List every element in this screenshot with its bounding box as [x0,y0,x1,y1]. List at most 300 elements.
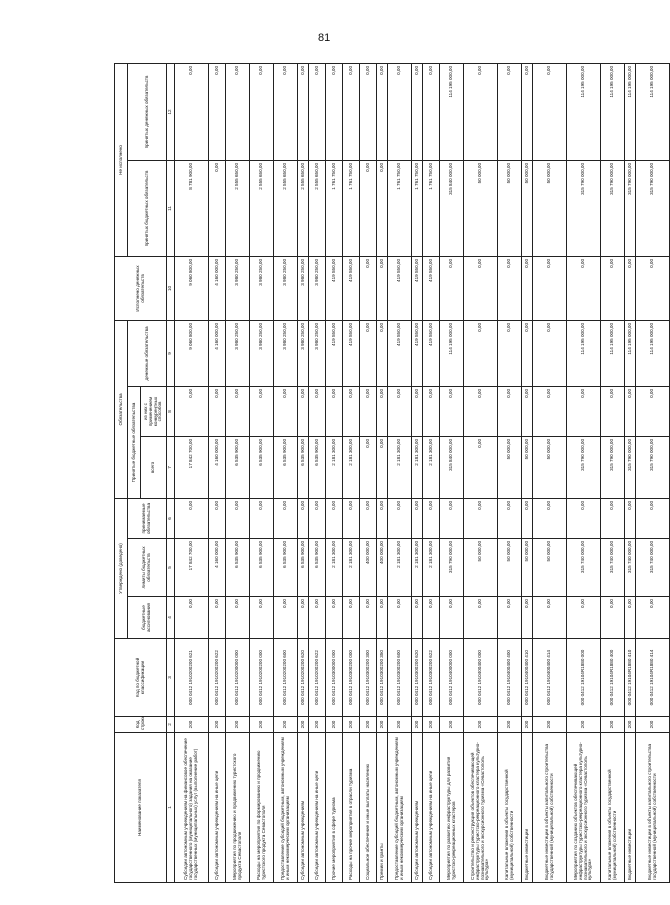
cell-c4: 0,00 [625,597,636,639]
header-c4: бюджетные ассигнования [128,597,167,639]
cell-code: 000 0412 1910300200 350 [377,639,388,717]
cell-kod: 200 [175,717,209,733]
cell-c9: 0,00 [377,320,388,386]
cell-c8: 0,00 [250,386,274,436]
cell-kod: 200 [423,717,440,733]
cell-name: Субсидии автономным учреждениям на финансовое обеспечение государственного (муниципального) задания на оказание государственных (муниципальных) услуг (выполнение работ) [175,733,209,883]
cell-kod: 200 [226,717,250,733]
cell-kod: 200 [250,717,274,733]
cell-c9: 0,00 [533,320,567,386]
cell-code: 000 0412 1910300200 622 [423,639,440,717]
cell-kod: 200 [274,717,298,733]
cell-c12: 0,00 [309,63,326,160]
cell-c11: 8 781 900,00 [175,160,209,256]
cell-code: 000 0412 1910400400 000 [464,639,498,717]
cell-c10: 419 550,00 [343,256,360,320]
cell-c9: 3 980 250,00 [309,320,326,386]
cell-c11: 50 000,00 [464,160,498,256]
cell-c5: 6 535 900,00 [226,539,250,597]
cell-c10: 0,00 [636,256,670,320]
cell-c9: 114 195 000,00 [636,320,670,386]
cell-kod: 200 [343,717,360,733]
header-kod: Код строки [115,717,167,733]
cell-c5: 17 842 700,00 [175,539,209,597]
cell-c9: 3 980 250,00 [250,320,274,386]
table-row [343,63,360,882]
cell-c4: 0,00 [274,597,298,639]
cell-c12: 0,00 [533,63,567,160]
cell-c12: 0,00 [464,63,498,160]
cell-c4: 0,00 [440,597,464,639]
cell-c11: 50 000,00 [533,160,567,256]
cell-c6: 0,00 [412,498,423,538]
cell-kod: 200 [498,717,522,733]
cell-c10: 419 550,00 [388,256,412,320]
column-index: 3 [167,639,175,717]
cell-c9: 3 980 250,00 [226,320,250,386]
cell-c10: 4 160 000,00 [209,256,226,320]
cell-code: 000 0412 1910300200 600 [388,639,412,717]
table-header [115,63,175,882]
cell-c6: 0,00 [636,498,670,538]
cell-c9: 114 195 000,00 [625,320,636,386]
cell-c12: 0,00 [498,63,522,160]
cell-kod: 200 [377,717,388,733]
cell-c10: 0,00 [601,256,625,320]
column-index: 10 [167,256,175,320]
cell-c5: 6 535 900,00 [309,539,326,597]
table-row [388,63,412,882]
table-row [377,63,388,882]
cell-c8: 0,00 [423,386,440,436]
cell-c10: 3 980 250,00 [309,256,326,320]
cell-c4: 0,00 [533,597,567,639]
cell-c4: 0,00 [360,597,377,639]
cell-name: Строительство и реконструкция объектов обеспечивающей инфраструктуры туристско-рекреационного кластера культурно-познавательного и экскурсионного туризма «Севастополь культура» [464,733,498,883]
cell-c8: 0,00 [567,386,601,436]
cell-name: Субсидии автономным учреждениям на иные цели [209,733,226,883]
cell-c8: 0,00 [498,386,522,436]
column-index: 1 [167,733,175,883]
cell-c6: 0,00 [343,498,360,538]
cell-c10: 419 550,00 [412,256,423,320]
cell-code: 000 0412 1910400400 400 [498,639,522,717]
cell-c8: 0,00 [209,386,226,436]
cell-code: 000 0412 19104R1880 000 [567,639,601,717]
cell-name: Субсидии автономным учреждениям [298,733,309,883]
cell-c12: 114 195 000,00 [567,63,601,160]
cell-c9: 419 550,00 [412,320,423,386]
cell-c5: 2 181 300,00 [343,539,360,597]
cell-kod: 200 [533,717,567,733]
cell-c11: 50 000,00 [498,160,522,256]
cell-code: 000 0412 19104R1880 410 [625,639,636,717]
table-row [298,63,309,882]
cell-c5: 50 000,00 [498,539,522,597]
column-index: 11 [167,160,175,256]
cell-code: 000 0412 1910300200 620 [412,639,423,717]
cell-name: Мероприятия по продвижению и продвижению туристского продукта Севастополя [226,733,250,883]
cell-c5: 315 740 000,00 [636,539,670,597]
cell-c7: 50 000,00 [498,436,522,498]
cell-kod: 200 [298,717,309,733]
cell-c12: 0,00 [326,63,343,160]
cell-c7: 50 000,00 [522,436,533,498]
cell-c4: 0,00 [567,597,601,639]
header-c8: из них с применением конкурентных способов [141,386,167,436]
cell-c10: 0,00 [464,256,498,320]
header-name: Наименование показателя [115,733,167,883]
cell-c8: 0,00 [636,386,670,436]
cell-name: Прочие мероприятия в сфере туризма [326,733,343,883]
cell-c4: 0,00 [209,597,226,639]
table-row [309,63,326,882]
cell-c8: 0,00 [412,386,423,436]
budget-execution-table [114,63,670,883]
table-row [636,63,670,882]
cell-c12: 114 195 000,00 [601,63,625,160]
cell-name: Бюджетные инвестиции [625,733,636,883]
cell-c7: 2 181 300,00 [388,436,412,498]
cell-c7: 2 181 300,00 [343,436,360,498]
cell-c7: 6 535 900,00 [274,436,298,498]
cell-c11: 2 555 650,00 [226,160,250,256]
cell-c12: 0,00 [388,63,412,160]
cell-c8: 0,00 [343,386,360,436]
cell-c7: 6 535 900,00 [250,436,274,498]
cell-c12: 0,00 [250,63,274,160]
column-index: 6 [167,498,175,538]
cell-c11: 315 790 000,00 [636,160,670,256]
cell-c6: 0,00 [388,498,412,538]
cell-c5: 315 740 000,00 [601,539,625,597]
table-row [567,63,601,882]
cell-c10: 0,00 [498,256,522,320]
cell-c6: 0,00 [326,498,343,538]
cell-c10: 0,00 [377,256,388,320]
cell-c4: 0,00 [226,597,250,639]
page-number: 81 [318,32,331,44]
cell-code: 000 0412 19104R1880 414 [636,639,670,717]
cell-c11: 2 555 650,00 [250,160,274,256]
cell-c11: 315 790 000,00 [625,160,636,256]
header-obligations: Обязательства [115,320,128,498]
cell-kod: 200 [388,717,412,733]
cell-c5: 2 181 300,00 [423,539,440,597]
table-row [440,63,464,882]
cell-c8: 0,00 [625,386,636,436]
cell-name: Предоставление субсидий бюджетным, автономным учреждениям и иным некоммерческим организациям [388,733,412,883]
table-row [209,63,226,882]
cell-c4: 0,00 [522,597,533,639]
cell-c11: 1 761 750,00 [343,160,360,256]
cell-c10: 3 980 250,00 [274,256,298,320]
cell-c8: 0,00 [326,386,343,436]
column-index: 8 [167,386,175,436]
cell-c5: 4 160 000,00 [209,539,226,597]
cell-kod: 200 [522,717,533,733]
cell-c8: 0,00 [274,386,298,436]
cell-code: 000 0412 1910200200 621 [175,639,209,717]
cell-kod: 200 [440,717,464,733]
cell-c12: 0,00 [522,63,533,160]
cell-c6: 0,00 [533,498,567,538]
cell-kod: 200 [412,717,423,733]
cell-c9: 419 550,00 [388,320,412,386]
cell-c5: 50 000,00 [522,539,533,597]
cell-c7: 6 535 900,00 [298,436,309,498]
cell-c4: 0,00 [343,597,360,639]
cell-c4: 0,00 [309,597,326,639]
cell-c12: 0,00 [175,63,209,160]
header-c9: денежные обязательства [128,320,167,386]
cell-c9: 3 980 250,00 [298,320,309,386]
cell-code: 000 0412 1910200200 000 [250,639,274,717]
column-index-row [167,63,175,882]
cell-c8: 0,00 [298,386,309,436]
report-sheet [114,64,657,883]
cell-c6: 0,00 [274,498,298,538]
cell-c9: 0,00 [360,320,377,386]
cell-name: Премии и гранты [377,733,388,883]
cell-c11: 2 555 650,00 [274,160,298,256]
cell-c6: 0,00 [250,498,274,538]
cell-c6: 0,00 [175,498,209,538]
cell-c9: 114 195 000,00 [601,320,625,386]
cell-c8: 0,00 [388,386,412,436]
table-row [423,63,440,882]
cell-c10: 0,00 [533,256,567,320]
cell-c11: 315 840 000,00 [440,160,464,256]
rotated-table-wrapper [114,64,657,883]
cell-c5: 2 181 300,00 [412,539,423,597]
cell-c10: 0,00 [360,256,377,320]
cell-c11: 315 790 000,00 [567,160,601,256]
header-c10: Исполнено денежных обязательств [115,256,167,320]
cell-c9: 419 550,00 [326,320,343,386]
cell-name: Субсидии автономным учреждениям на иные цели [423,733,440,883]
cell-c6: 0,00 [226,498,250,538]
cell-kod: 200 [464,717,498,733]
cell-c9: 0,00 [498,320,522,386]
cell-c8: 0,00 [309,386,326,436]
cell-c6: 0,00 [309,498,326,538]
cell-c12: 0,00 [360,63,377,160]
cell-c9: 0,00 [522,320,533,386]
header-c7: всего [141,436,167,498]
cell-c4: 0,00 [298,597,309,639]
cell-c9: 114 195 000,00 [440,320,464,386]
cell-c10: 0,00 [567,256,601,320]
cell-c5: 315 740 000,00 [625,539,636,597]
cell-name: Субсидии автономным учреждениям [412,733,423,883]
cell-c9: 4 160 000,00 [209,320,226,386]
cell-c7: 0,00 [464,436,498,498]
cell-c9: 419 550,00 [423,320,440,386]
cell-c8: 0,00 [360,386,377,436]
cell-kod: 200 [567,717,601,733]
cell-c12: 0,00 [377,63,388,160]
cell-c6: 0,00 [377,498,388,538]
cell-c5: 2 181 300,00 [326,539,343,597]
cell-c11: 2 555 650,00 [309,160,326,256]
cell-c6: 0,00 [625,498,636,538]
cell-c6: 0,00 [298,498,309,538]
cell-c10: 3 980 250,00 [226,256,250,320]
cell-name: Расходы на мероприятия по формированию и продвижению туристского продукта Севастополя [250,733,274,883]
cell-code: 000 0412 1910200000 000 [226,639,250,717]
cell-name: Расходы на прочие мероприятия в отрасли туризма [343,733,360,883]
cell-c8: 0,00 [464,386,498,436]
cell-c5: 6 535 900,00 [298,539,309,597]
cell-c11: 0,00 [209,160,226,256]
cell-c9: 3 980 250,00 [274,320,298,386]
cell-c12: 0,00 [343,63,360,160]
cell-c11: 1 761 750,00 [388,160,412,256]
cell-c10: 3 980 250,00 [250,256,274,320]
cell-c5: 6 535 900,00 [250,539,274,597]
cell-c7: 0,00 [377,436,388,498]
cell-c7: 6 535 900,00 [226,436,250,498]
cell-c4: 0,00 [464,597,498,639]
cell-c6: 0,00 [360,498,377,538]
cell-c9: 419 550,00 [343,320,360,386]
cell-c4: 0,00 [377,597,388,639]
cell-c12: 0,00 [298,63,309,160]
cell-c4: 0,00 [636,597,670,639]
cell-c4: 0,00 [388,597,412,639]
column-index: 12 [167,63,175,160]
cell-kod: 200 [309,717,326,733]
cell-c10: 419 550,00 [326,256,343,320]
cell-c7: 315 790 000,00 [636,436,670,498]
cell-c8: 0,00 [175,386,209,436]
cell-code: 000 0412 1910200200 622 [209,639,226,717]
cell-c10: 3 980 250,00 [298,256,309,320]
cell-code: 000 0412 1910200200 600 [274,639,298,717]
cell-c6: 0,00 [209,498,226,538]
cell-c12: 0,00 [412,63,423,160]
column-index: 4 [167,597,175,639]
table-row [412,63,423,882]
column-index: 5 [167,539,175,597]
cell-name: Мероприятия по созданию объектов обеспечивающей инфраструктуры туристско-рекреационного кластера культурно-познавательного и экскурсионного туризма «Севастополь культура» [567,733,601,883]
cell-c8: 0,00 [522,386,533,436]
table-row [274,63,298,882]
cell-c11: 2 555 650,00 [298,160,309,256]
cell-c7: 315 790 000,00 [625,436,636,498]
cell-name: Мероприятия по развитию инфраструктуры для развития туристско-рекреационных кластеров [440,733,464,883]
cell-c10: 0,00 [625,256,636,320]
cell-c6: 0,00 [423,498,440,538]
cell-c4: 0,00 [250,597,274,639]
table-row [625,63,636,882]
column-index: 9 [167,320,175,386]
cell-c11: 50 000,00 [522,160,533,256]
cell-c12: 0,00 [274,63,298,160]
cell-c10: 0,00 [522,256,533,320]
cell-kod: 200 [636,717,670,733]
cell-c11: 1 761 750,00 [326,160,343,256]
table-row [533,63,567,882]
cell-name: Бюджетные инвестиции в объекты капитального строительства государственной (муниципальной) собственности [636,733,670,883]
cell-c4: 0,00 [412,597,423,639]
header-accepted: Принятые бюджетные обязательства [128,386,141,498]
cell-c4: 0,00 [326,597,343,639]
cell-c9: 114 195 000,00 [567,320,601,386]
cell-c11: 0,00 [377,160,388,256]
cell-code: 000 0412 1910400400 410 [522,639,533,717]
cell-code: 000 0412 19104R1880 400 [601,639,625,717]
cell-c5: 400 000,00 [377,539,388,597]
cell-c11: 315 790 000,00 [601,160,625,256]
table-row [498,63,522,882]
table-body [175,63,670,882]
cell-kod: 200 [326,717,343,733]
cell-kod: 200 [360,717,377,733]
cell-c12: 114 195 000,00 [440,63,464,160]
cell-c12: 114 195 000,00 [625,63,636,160]
table-row [522,63,533,882]
column-index: 7 [167,436,175,498]
cell-name: Субсидии автономным учреждениям на иные цели [309,733,326,883]
header-not-executed: Не исполнено [115,63,128,256]
cell-name: Бюджетные инвестиции в объекты капитального строительства государственной (муниципальной) собственности [533,733,567,883]
cell-c5: 315 740 000,00 [567,539,601,597]
cell-c10: 9 060 800,00 [175,256,209,320]
cell-c8: 0,00 [440,386,464,436]
header-c12: принятых денежных обязательств [128,63,167,160]
cell-kod: 200 [209,717,226,733]
cell-c4: 0,00 [175,597,209,639]
header-c5: лимиты бюджетных обязательств [128,539,167,597]
cell-c7: 2 181 300,00 [326,436,343,498]
cell-c6: 0,00 [522,498,533,538]
cell-name: Капитальные вложения в объекты государственной (муниципальной) собственности [601,733,625,883]
cell-c5: 400 000,00 [360,539,377,597]
cell-c7: 4 160 000,00 [209,436,226,498]
table-row [464,63,498,882]
cell-name: Предоставление субсидий бюджетным, автономным учреждениям и иным некоммерческим организациям [274,733,298,883]
cell-c8: 0,00 [226,386,250,436]
column-index: 2 [167,717,175,733]
header-code: Код по бюджетной классификации [115,639,167,717]
cell-c10: 0,00 [440,256,464,320]
cell-kod: 200 [625,717,636,733]
cell-code: 000 0412 1910300200 300 [360,639,377,717]
cell-c5: 50 000,00 [464,539,498,597]
cell-c11: 1 761 750,00 [412,160,423,256]
table-row [250,63,274,882]
cell-name: Социальное обеспечение и иные выплаты населению [360,733,377,883]
cell-c6: 0,00 [464,498,498,538]
cell-code: 000 0412 1910300200 000 [343,639,360,717]
cell-c7: 2 181 300,00 [423,436,440,498]
cell-c4: 0,00 [498,597,522,639]
cell-c11: 0,00 [360,160,377,256]
cell-c9: 0,00 [464,320,498,386]
header-utverzhdeno: Утверждено (доведено) [115,498,128,638]
table-row [226,63,250,882]
cell-c4: 0,00 [423,597,440,639]
cell-c6: 0,00 [498,498,522,538]
cell-c5: 50 000,00 [533,539,567,597]
cell-c12: 0,00 [209,63,226,160]
cell-c7: 315 790 000,00 [601,436,625,498]
cell-c6: 0,00 [601,498,625,538]
cell-c7: 50 000,00 [533,436,567,498]
cell-code: 000 0412 1910200200 620 [298,639,309,717]
